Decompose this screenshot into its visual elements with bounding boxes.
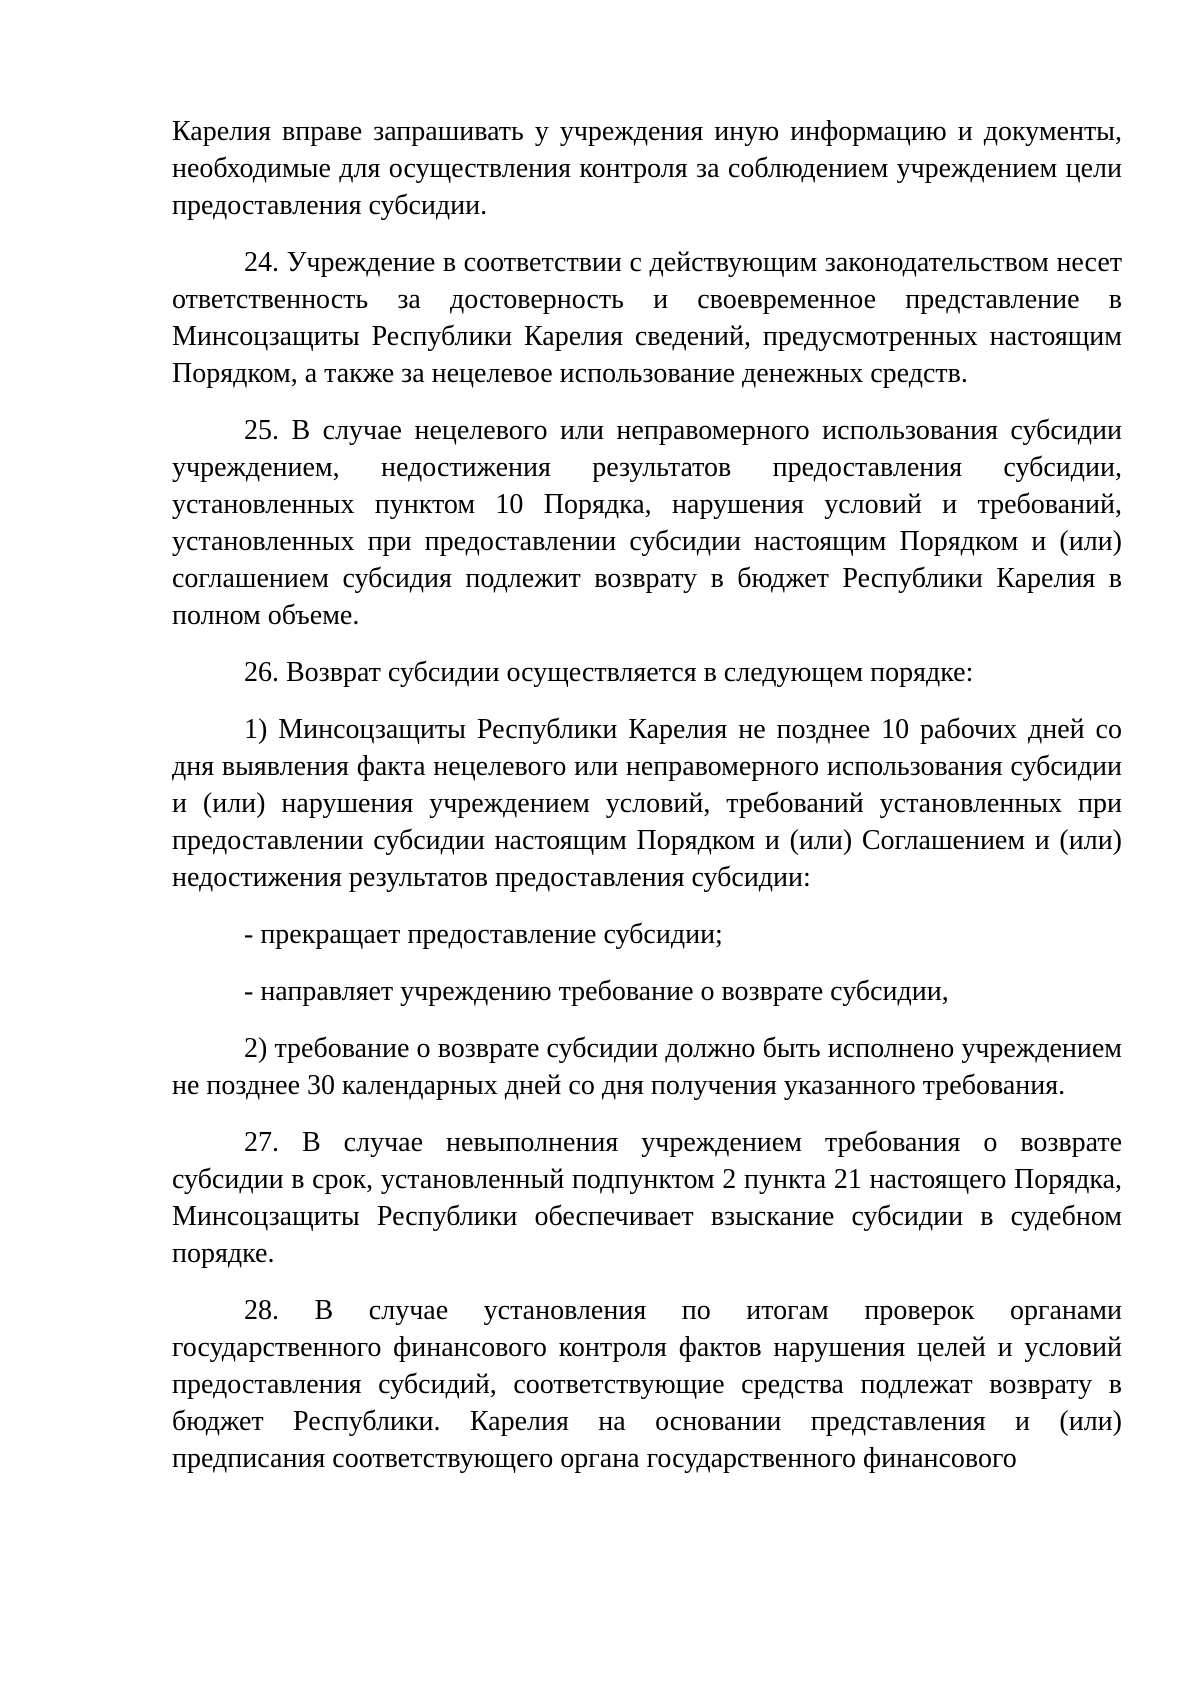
paragraph-26-item-1-a: - прекращает предоставление субсидии; [244,919,723,950]
paragraph-continuation: Карелия вправе запрашивать у учреждения иную информацию и документы, необходимые для осуществления контроля за соблюдением учреждением цели предоставления субсидии. [172,116,1122,221]
paragraph-24: 24. Учреждение в соответствии с действующим законодательством несет ответственность за достоверность и своевременное представление в Минсоцзащиты Республики Карелия сведений, предусмотренных настоящим Порядком, а также за нецелевое использование денежных средств. [172,247,1122,389]
paragraph-26-item-1: 1) Минсоцзащиты Республики Карелия не позднее 10 рабочих дней со дня выявления факта нецелевого или неправомерного использования субсидии и (или) нарушения учреждением условий, требований установленных при предоставлении субсидии настоящим Порядком и (или) Соглашением и (или) недостижения результатов предоставления субсидии: [172,714,1122,893]
paragraph-26: 26. Возврат субсидии осуществляется в следующем порядке: [244,657,974,688]
document-body [172,113,1122,1497]
paragraph-25: 25. В случае нецелевого или неправомерного использования субсидии учреждением, недостижения результатов предоставления субсидии, установленных пунктом 10 Порядка, нарушения условий и требований, установленных при предоставлении субсидии настоящим Порядком и (или) соглашением субсидия подлежит возврату в бюджет Республики Карелия в полном объеме. [172,415,1122,631]
paragraph-27: 27. В случае невыполнения учреждением требования о возврате субсидии в срок, установленный подпунктом 2 пункта 21 настоящего Порядка, Минсоцзащиты Республики обеспечивает взыскание субсидии в судебном порядке. [172,1127,1122,1269]
paragraph-28: 28. В случае установления по итогам проверок органами государственного финансового контроля фактов нарушения целей и условий предоставления субсидий, соответствующие средства подлежат возврату в бюджет Республики. Карелия на основании представления и (или) предписания соответствующего органа государственного финансового [172,1295,1122,1474]
paragraph-26-item-2: 2) требование о возврате субсидии должно быть исполнено учреждением не позднее 30 календарных дней со дня получения указанного требования. [172,1033,1122,1101]
paragraph-26-item-1-b: - направляет учреждению требование о возврате субсидии, [244,976,949,1007]
